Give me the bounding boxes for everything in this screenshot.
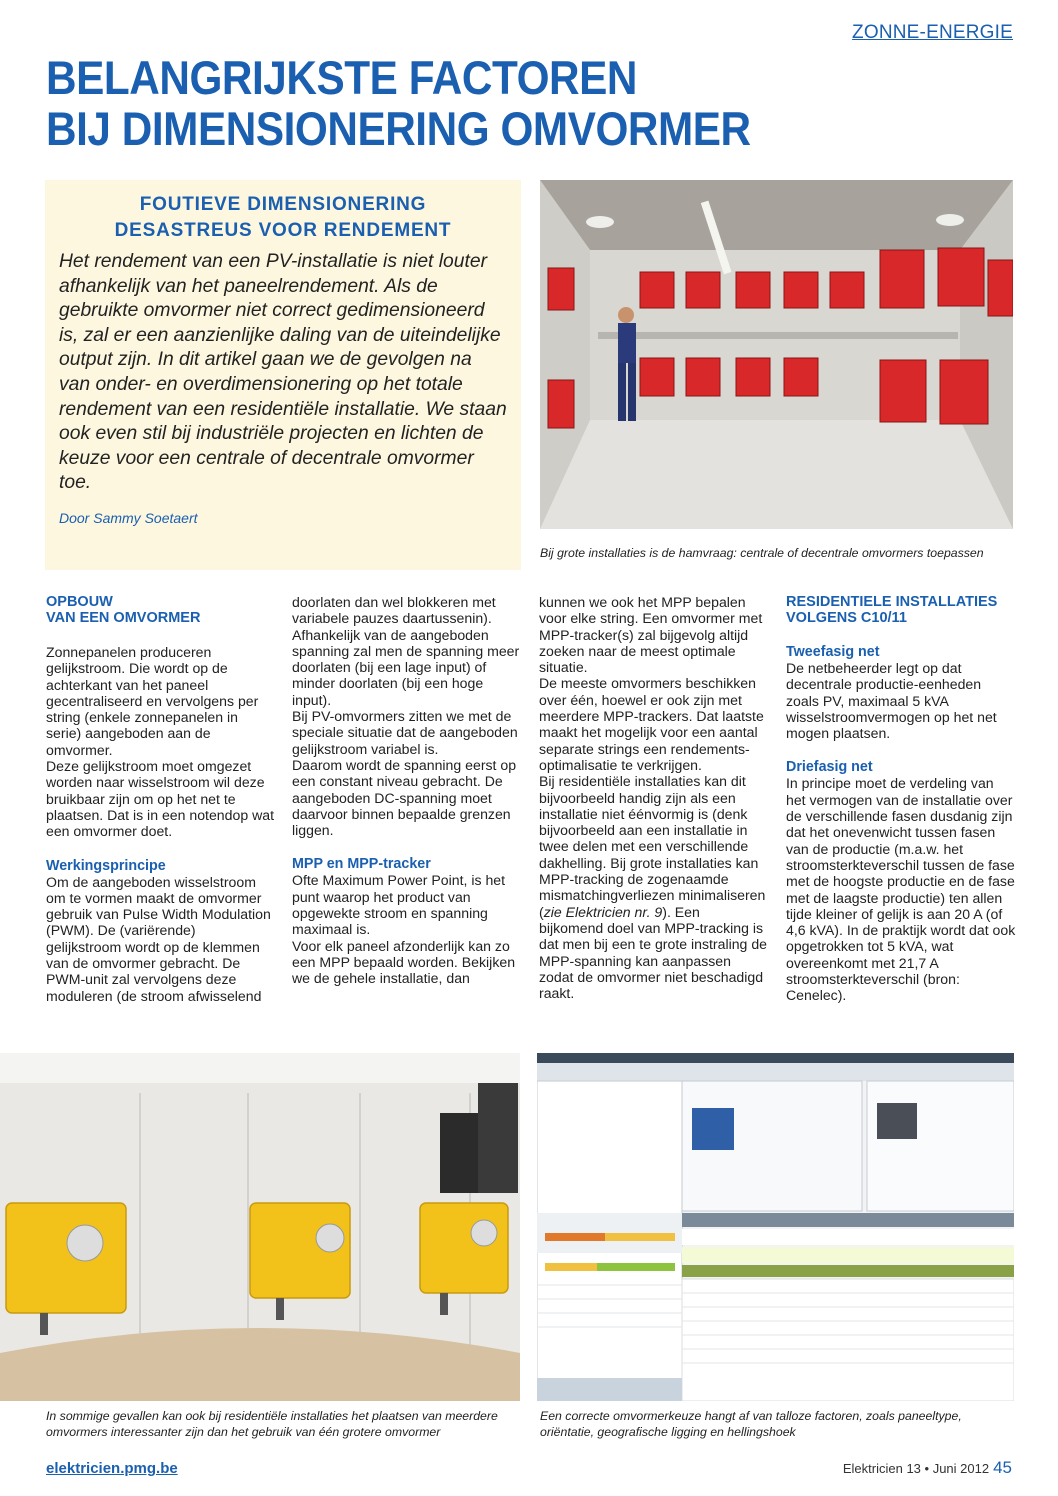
paragraph: Bij PV-omvormers zitten we met de speciale situatie dat de aangeboden gelijkstroom variabel is. [292, 708, 518, 757]
paragraph: doorlaten dan wel blokkeren met variabele pauzes daartussenin). Afhankelijk van de aangeboden spanning zal men de spanning meer doorlaten (bij een lage input) of minder doorlaten (bij een hoge input). [292, 594, 520, 708]
intro-lead: Het rendement van een PV-installatie is niet louter afhankelijk van het paneelrendement. Als de gebruikte omvormer niet correct gedimensioneerd is, zal er een aanzienlijke daling van de uiteindelijke output zijn. In dit artikel gaan we de gevolgen na van onder- en overdimensionering op het totale rendement van een residentiële installatie. We staan ook even stil bij industriële projecten en lichten de keuze voor een centrale of decentrale omvormer toe. [59, 251, 507, 494]
intro-heading [59, 192, 507, 244]
byline: Door Sammy Soetaert [59, 509, 198, 526]
intro-heading-line-1: FOUTIEVE DIMENSIONERING [139, 194, 427, 215]
column-2 [292, 594, 520, 987]
residential-inverters-illustration [0, 1053, 520, 1401]
paragraph: De meeste omvormers beschikken over één, hoewel er ook zijn met meerdere MPP-trackers. Dat laatste maakt het mogelijk voor een aantal separate strings een rendements-optimalisatie te verkrijgen. [539, 675, 764, 773]
photo-software-screenshot [537, 1053, 1014, 1401]
caption-top-photo: Bij grote installaties is de hamvraag: centrale of decentrale omvormers toepassen [540, 546, 984, 560]
section-label: ZONNE-ENERGIE [852, 22, 1013, 43]
intro-heading-line-2: DESASTREUS VOOR RENDEMENT [114, 220, 452, 241]
footer-issue [843, 1458, 1012, 1478]
article-title [46, 52, 928, 154]
heading-tweefasig: Tweefasig net [786, 644, 880, 660]
title-line-2: BIJ DIMENSIONERING OMVORMER [46, 102, 751, 155]
paragraph: kunnen we ook het MPP bepalen voor elke string. Een omvormer met MPP-tracker(s) zal bijgevolg altijd zoeken naar de meest optimale situatie. [539, 594, 763, 676]
photo-residential-inverters [0, 1053, 520, 1401]
cross-reference: zie Elektricien nr. 9 [543, 903, 663, 920]
paragraph: In principe moet de verdeling van het vermogen van de installatie over de verschillende fasen dusdanig zijn dat het onevenwicht tussen fasen van de productie (m.a.w. het stroomsterkteverschil tussen de fase met de hoogste productie en de fase met de laagste productie) ten allen tijde kleiner of gelijk is aan 20 A (of 4,6 kVA). In de praktijk wordt dat ook opgetrokken tot 5 kVA, wat overeenkomt met 21,7 A stroomsterkteverschil (bron: Cenelec). [786, 775, 1016, 1004]
heading-residentiele: RESIDENTIELE INSTALLATIES VOLGENS C10/11 [786, 594, 998, 626]
title-line-1: BELANGRIJKSTE FACTOREN [46, 51, 637, 104]
caption-bottom-right: Een correcte omvormerkeuze hangt af van talloze factoren, zoals paneeltype, oriëntatie, geografische ligging en hellingshoek [540, 1409, 962, 1439]
heading-werkingsprincipe: Werkingsprincipe [46, 857, 166, 874]
heading-mpp: MPP en MPP-tracker [292, 856, 431, 873]
column-4 [786, 594, 1016, 1004]
issue-info: Elektricien 13 • Juni 2012 [842, 1461, 990, 1476]
paragraph: Deze gelijkstroom moet omgezet worden naar wisselstroom wil deze bruikbaar zijn om op het net te plaatsen. Dat is in een notendop wat een omvormer doet. [46, 758, 275, 840]
footer-url[interactable]: elektricien.pmg.be [46, 1460, 178, 1477]
paragraph: De netbeheerder legt op dat decentrale productie-eenheden zoals PV, maximaal 5 kVA wisselstroomvermogen op het net mogen plaatsen. [786, 660, 997, 742]
paragraph: Bij residentiële installaties kan dit bijvoorbeeld handig zijn als een installatie niet éénvormig is (denk bijvoorbeeld aan een installatie in twee delen met een verschillende dakhelling. Bij grote installaties kan MPP-tracking de zogenaamde mismatchingverliezen minimaliseren (zie Elektricien nr. 9). Een bijkomend doel van MPP-tracking is dat men bij een te grote instraling de MPP-spanning kan aanpassen zodat de omvormer niet beschadigd raakt. [539, 773, 767, 1002]
paragraph: Zonnepanelen produceren gelijkstroom. Die wordt op de achterkant van het paneel gecentraliseerd en vervolgens per string (enkele zonnepanelen in serie) aangeboden aan de omvormer. [46, 644, 259, 758]
column-1 [46, 594, 274, 1004]
column-3 [539, 594, 767, 1001]
page-number: 45 [993, 1458, 1012, 1477]
intro-box [45, 180, 521, 570]
heading-driefasig: Driefasig net [786, 759, 873, 776]
paragraph: Daarom wordt de spanning eerst op een constant niveau gebracht. De aangeboden DC-spanning moet daarvoor binnen bepaalde grenzen liggen. [292, 756, 517, 839]
paragraph: Voor elk paneel afzonderlijk kan zo een MPP bepaald worden. Bekijken we de gehele installatie, dan [292, 937, 516, 987]
inverter-room-illustration [540, 180, 1013, 529]
paragraph: Om de aangeboden wisselstroom om te vormen maakt de omvormer gebruik van Pulse Width Modulation (PWM). De (variërende) gelijkstroom wordt op de klemmen van de omvormer gebracht. De PWM-unit zal vervolgens deze moduleren (de stroom afwisselend [46, 873, 271, 1004]
heading-opbouw: OPBOUW VAN EEN OMVORMER [46, 594, 201, 626]
paragraph: Ofte Maximum Power Point, is het punt waarop het product van opgewekte stroom en spanning maximaal is. [292, 872, 506, 938]
photo-inverter-room [540, 180, 1013, 529]
caption-bottom-left: In sommige gevallen kan ook bij residentiële installaties het plaatsen van meerdere omvormers interessanter zijn dan het gebruik van één grotere omvormer [46, 1409, 498, 1439]
software-screenshot-illustration [537, 1053, 1014, 1401]
